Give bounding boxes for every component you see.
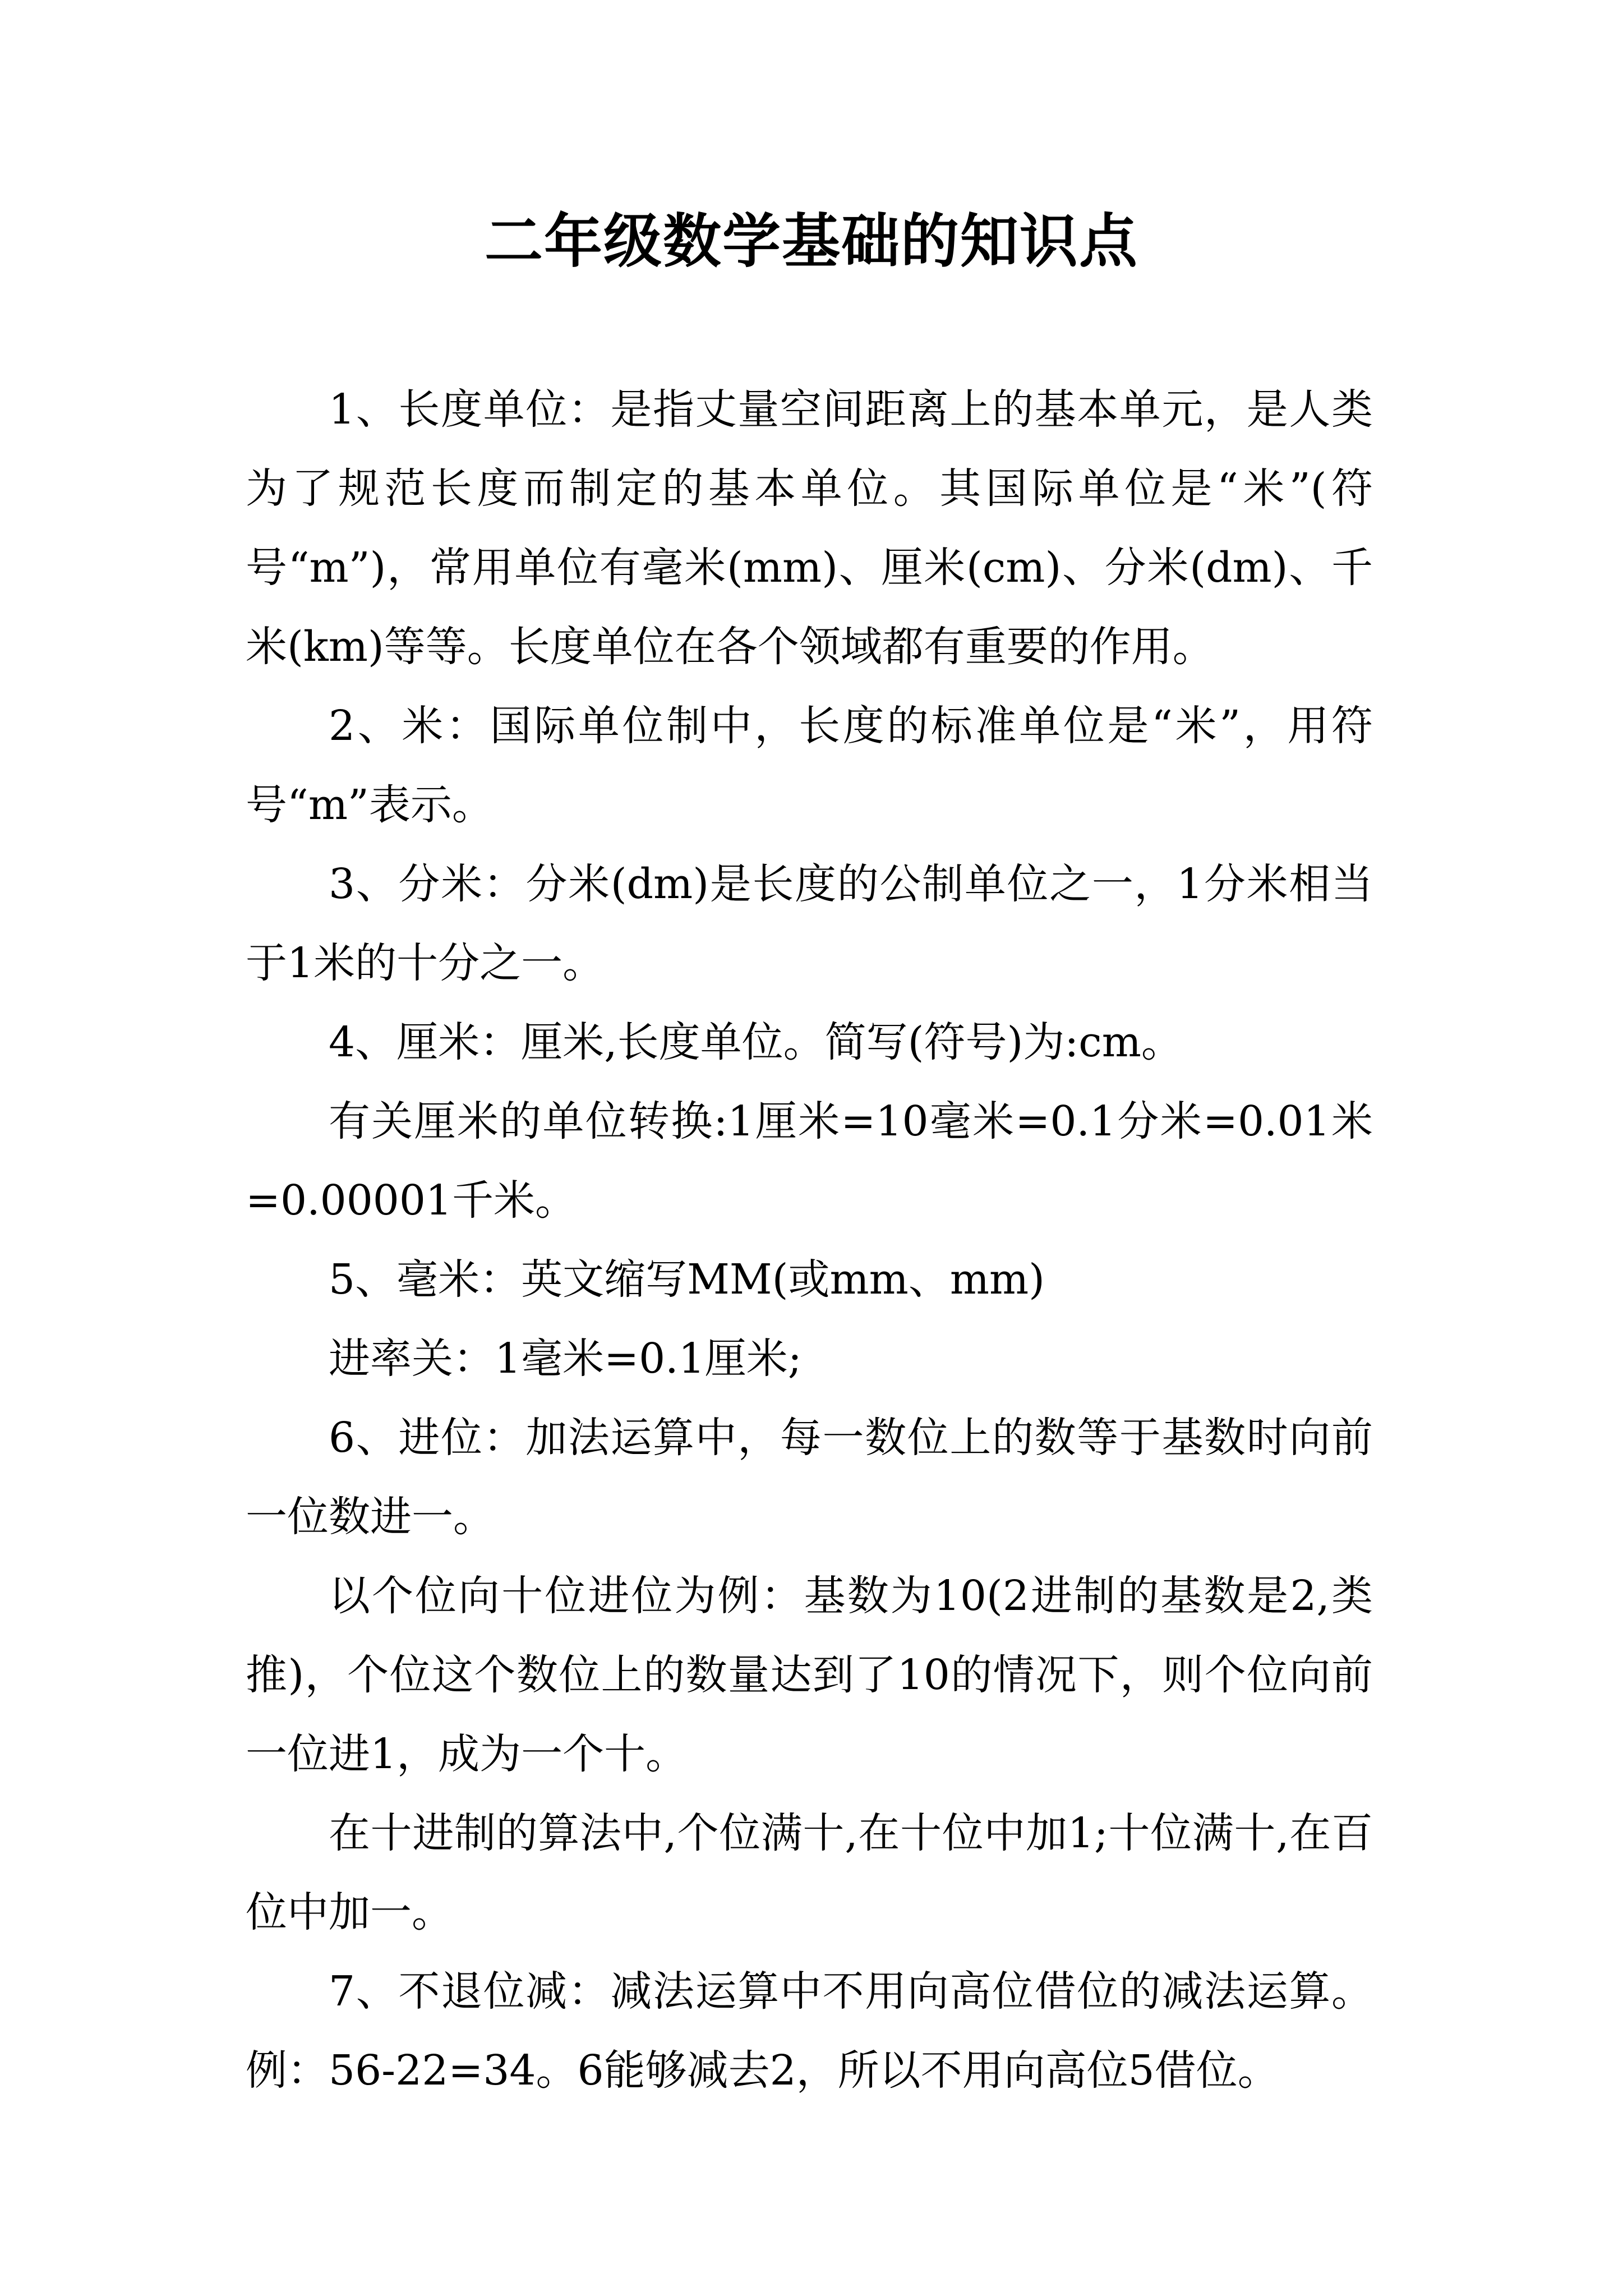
document-body bbox=[246, 370, 1373, 2110]
paragraph-meter: 2、米：国际单位制中，长度的标准单位是“米”，用符号“m”表示。 bbox=[246, 702, 1373, 829]
paragraph-millimeter: 5、毫米：英文缩写MM(或mm、mm) bbox=[329, 1255, 1045, 1304]
paragraph-carry: 6、进位：加法运算中，每一数位上的数等于基数时向前一位数进一。 bbox=[246, 1414, 1373, 1541]
paragraph-no-borrow-subtraction: 7、不退位减：减法运算中不用向高位借位的减法运算。例：56-22=34。6能够减去2，所以不用向高位5借位。 bbox=[246, 1967, 1373, 2095]
paragraph-centimeter: 4、厘米：厘米,长度单位。简写(符号)为:cm。 bbox=[329, 1018, 1183, 1066]
paragraph-decimeter: 3、分米：分米(dm)是长度的公制单位之一，1分米相当于1米的十分之一。 bbox=[246, 860, 1373, 987]
paragraph-decimal-carry: 在十进制的算法中,个位满十,在十位中加1;十位满十,在百位中加一。 bbox=[246, 1809, 1373, 1936]
paragraph-centimeter-conversion: 有关厘米的单位转换:1厘米=10毫米=0.1分米=0.01米=0.00001千米。 bbox=[246, 1097, 1373, 1225]
page-title: 二年级数学基础的知识点 bbox=[484, 207, 1138, 275]
paragraph-carry-example: 以个位向十位进位为例：基数为10(2进制的基数是2,类推)，个位这个数位上的数量达到了10的情况下，则个位向前一位进1，成为一个十。 bbox=[246, 1572, 1373, 1778]
paragraph-millimeter-rate: 进率关：1毫米=0.1厘米; bbox=[329, 1335, 802, 1383]
paragraph-length-unit: 1、长度单位：是指丈量空间距离上的基本单元，是人类为了规范长度而制定的基本单位。其国际单位是“米”(符号“m”)，常用单位有毫米(mm)、厘米(cm)、分米(dm)、千米(km)等等。长度单位在各个领域都有重要的作用。 bbox=[246, 385, 1373, 671]
